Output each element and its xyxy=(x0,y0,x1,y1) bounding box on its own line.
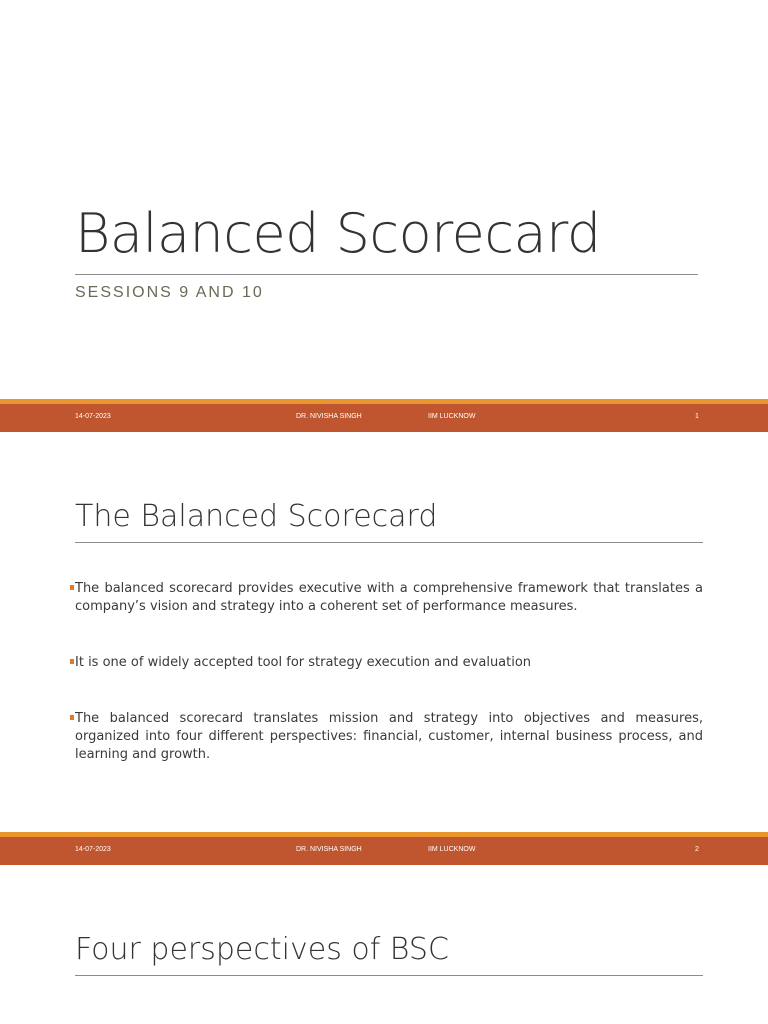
footer-page-number: 2 xyxy=(695,846,699,853)
footer-institution: IIM LUCKNOW xyxy=(428,413,476,420)
slide-subtitle: SESSIONS 9 AND 10 xyxy=(75,284,264,301)
footer-author: DR. NIVISHA SINGH xyxy=(296,413,362,420)
footer-date: 14-07-2023 xyxy=(75,846,111,853)
footer-institution: IIM LUCKNOW xyxy=(428,846,476,853)
footer-author: DR. NIVISHA SINGH xyxy=(296,846,362,853)
heading-divider xyxy=(75,975,703,976)
slide-title: Balanced Scorecard xyxy=(75,202,601,265)
footer-date: 14-07-2023 xyxy=(75,413,111,420)
bullet-text: The balanced scorecard translates mission and strategy into objectives and measures, organized into four different perspectives: financial, customer, internal business process, and learning and growth. xyxy=(75,711,703,762)
slide-heading: Four perspectives of BSC xyxy=(75,932,449,967)
bullet-text: The balanced scorecard provides executive with a comprehensive framework that translates a company’s vision and strategy into a coherent set of performance measures. xyxy=(75,581,703,614)
slide-heading: The Balanced Scorecard xyxy=(75,499,438,534)
bullet-text: It is one of widely accepted tool for strategy execution and evaluation xyxy=(75,655,532,670)
footer-page-number: 1 xyxy=(695,413,699,420)
